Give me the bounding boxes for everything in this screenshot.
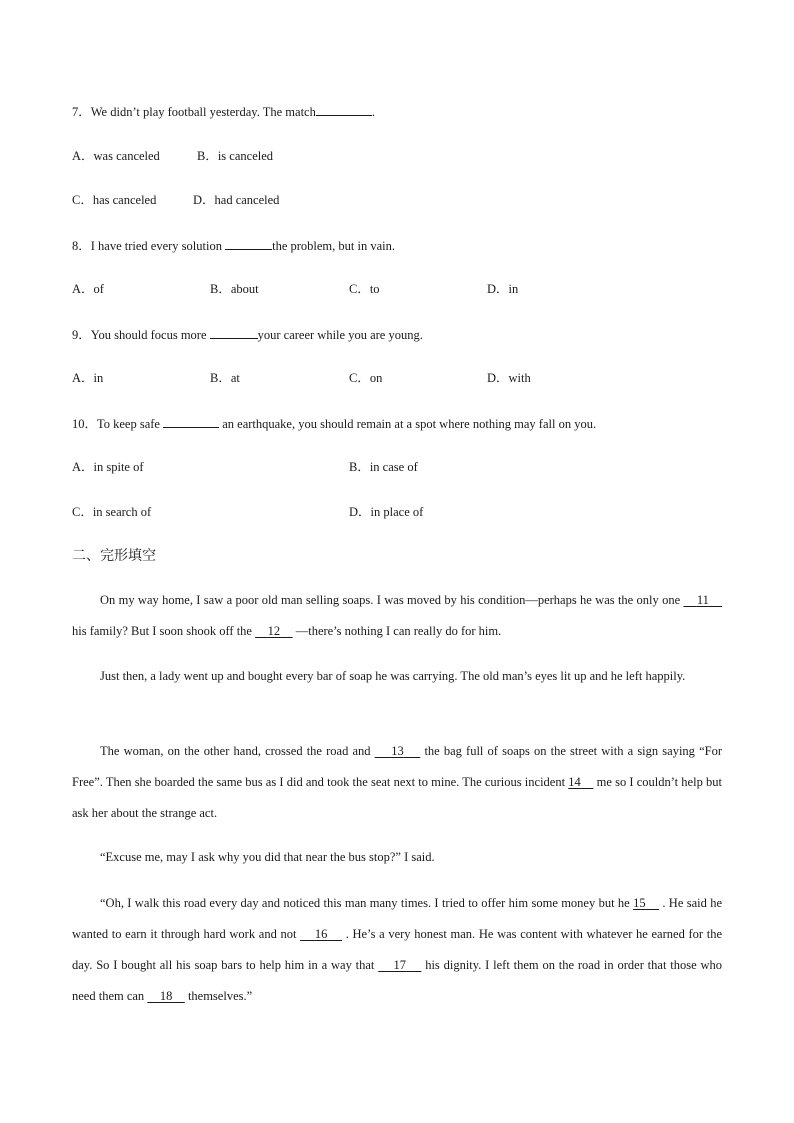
question-text: 7．We didn’t play football yesterday. The match — [72, 105, 316, 119]
passage-text: his dignity. I left them on the road in order that those who need them can — [72, 958, 722, 1003]
passage-text: themselves.” — [184, 989, 253, 1003]
answer-blank — [316, 103, 372, 116]
blank-number: 17 — [393, 958, 407, 972]
question-9-stem — [72, 326, 423, 343]
blank-17 — [378, 958, 421, 972]
passage-text: On my way home, I saw a poor old man selling soaps. I was moved by his condition—perhaps he was the only one — [100, 593, 684, 607]
passage-text: me so I couldn’t help but ask her about the strange act. — [72, 775, 722, 820]
blank-13 — [375, 744, 421, 758]
passage-text: The woman, on the other hand, crossed the road and — [100, 744, 375, 758]
blank-number: 11 — [696, 593, 709, 607]
option-b: B．in case of — [349, 460, 418, 474]
section-title: 二、完形填空 — [72, 548, 156, 564]
option-a: A．was canceled — [72, 149, 160, 163]
question-text: 8．I have tried every solution — [72, 239, 226, 253]
question-text: . — [371, 105, 375, 119]
question-text: 9．You should focus more — [72, 328, 210, 342]
option-b: B．about — [210, 282, 259, 296]
passage-paragraph-3 — [72, 736, 722, 829]
question-text: your career while you are young. — [257, 328, 423, 342]
option-d: D．with — [487, 371, 531, 385]
option-a: A．in — [72, 371, 104, 385]
passage-text: “Oh, I walk this road every day and noticed this man many times. I tried to offer him some money but he — [100, 896, 634, 910]
passage-paragraph-1 — [72, 585, 722, 647]
passage-text: the bag full of soaps on the street with a sign saying “For Free”. Then she boarded the same bus as I did and took the seat next to mine. The curious incident — [72, 744, 722, 789]
answer-blank — [225, 237, 272, 250]
blank-12 — [255, 624, 293, 638]
answer-blank — [210, 326, 258, 339]
option-b: B．is canceled — [197, 149, 274, 163]
option-c: C．to — [349, 282, 380, 296]
passage-text: his family? But I soon shook off the — [72, 624, 256, 638]
blank-number: 14 — [568, 775, 581, 789]
passage-text: . He said he wanted to earn it through hard work and not — [72, 896, 723, 941]
blank-number: 16 — [314, 927, 328, 941]
passage-paragraph-2: Just then, a lady went up and bought every bar of soap he was carrying. The old man’s eyes lit up and he left happily. — [100, 669, 686, 683]
answer-blank — [163, 415, 219, 428]
blank-number: 18 — [159, 989, 173, 1003]
blank-18 — [147, 989, 185, 1003]
option-d: D．in place of — [349, 505, 424, 519]
passage-paragraph-4: “Excuse me, may I ask why you did that near the bus stop?” I said. — [100, 850, 435, 864]
passage-text: —there’s nothing I can really do for him. — [292, 624, 502, 638]
option-a: A．in spite of — [72, 460, 144, 474]
blank-14 — [568, 775, 593, 789]
passage-paragraph-5 — [72, 888, 722, 1012]
option-c: C．on — [349, 371, 383, 385]
blank-number: 15 — [633, 896, 646, 910]
blank-number: 12 — [267, 624, 281, 638]
option-a: A．of — [72, 282, 104, 296]
blank-15 — [633, 896, 659, 910]
option-c: C．in search of — [72, 505, 152, 519]
option-d: D．had canceled — [193, 193, 280, 207]
question-8-stem — [72, 237, 395, 254]
option-c: C．has canceled — [72, 193, 157, 207]
option-b: B．at — [210, 371, 240, 385]
question-text: the problem, but in vain. — [272, 239, 395, 253]
question-text: 10．To keep safe — [72, 417, 164, 431]
question-7-stem — [72, 103, 375, 120]
blank-11 — [684, 593, 723, 607]
blank-16 — [300, 927, 342, 941]
option-d: D．in — [487, 282, 519, 296]
blank-number: 13 — [391, 744, 404, 758]
question-10-stem — [72, 415, 596, 432]
question-text: an earthquake, you should remain at a spot where nothing may fall on you. — [219, 417, 597, 431]
passage-text: . He’s a very honest man. He was content with whatever he earned for the day. So I bought all his soap bars to help him in a way that — [72, 927, 723, 972]
